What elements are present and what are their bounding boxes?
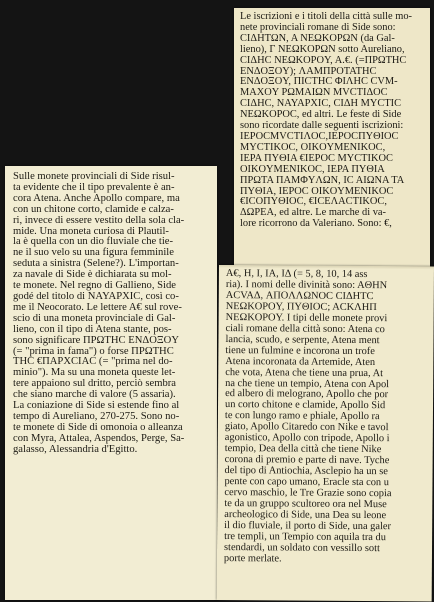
text-line: minio"). Ma su una moneta queste let- <box>13 367 176 379</box>
text-line: stendardi, un soldato con vessillo sott <box>223 541 380 554</box>
text-line: tempo di Aureliano, 270-275. Sono no- <box>13 410 180 422</box>
text-line: La coniazione di Side si estende fino al <box>13 400 180 412</box>
text-line: tiene un fulmine e incorona un trofe <box>225 344 375 357</box>
text-line: ed albero di melograno, Apollo che por <box>225 388 389 401</box>
text-line: pente con capo umano, Eracle sta con u <box>224 476 389 489</box>
text-line: sono ricordate dalle seguenti iscrizioni: <box>240 120 404 132</box>
text-line: il dio fluviale, il porto di Side, una galer <box>224 519 392 533</box>
text-line: NEΩKOPOY, ΠYΘIOC; ACKΛHΠ <box>225 300 377 313</box>
clipping-left <box>5 166 217 600</box>
text-line: MYCTIKOC, OIKOYMENIKOC, <box>240 141 386 153</box>
text-line: lore ricorrono da Valeriano. Sono: €, <box>240 218 392 230</box>
text-line: ΔΩPEA, ed altre. Le marche di va- <box>240 207 386 219</box>
text-line: me il Neocorato. Le lettere A€ sul rove- <box>13 301 182 313</box>
text-line: na che tiene un tempio, Atena con Apol <box>225 377 390 390</box>
text-line: lancia, scudo, e serpente, Atena ment <box>225 333 380 346</box>
text-line: €ICOΠYΘIOC, €ICEΛACTIKOC, <box>240 196 387 208</box>
text-line: lieno, con il tipo di Atena stante, pos- <box>13 323 172 335</box>
text-line: tere appaiono sul dritto, perciò sembra <box>13 378 176 390</box>
text-line: ENΔOΞOY); ΛAMΠPOTATHC <box>240 65 377 77</box>
text-line: del tipo di Antiochia, Asclepio ha un se <box>224 465 388 478</box>
text-line: giato, Apollo Citaredo con Nike e tavol <box>224 421 389 434</box>
text-line: ne il suo velo su una figura femminile <box>13 247 174 259</box>
text-line: IEPA ΠYΘIA €IEPOC MYCTIKOC <box>240 152 393 164</box>
text-line: ΠPΩTA ΠAMΦYΛΩN, IC AIΩNA TA <box>240 174 405 186</box>
text-line: CIΔHTΩN, A NEΩKOPΩN (da Gal- <box>240 32 395 44</box>
text-line: ΠYΘIA, IEPOC OIKOYMENIKOC <box>240 185 394 197</box>
text-line: ENΔOΞOY, ΠICTHC ΦIΛHC CVM- <box>240 76 398 88</box>
text-line: A€, H, I, IA, IΔ (= 5, 8, 10, 14 ass <box>225 268 368 281</box>
text-line: te da un gruppo scultoreo ora nel Muse <box>224 498 387 511</box>
text-line: NEΩKOPOC, ed altri. Le feste di Side <box>240 109 402 121</box>
text-line: ri, invece di essere vestito della sola cla- <box>13 214 185 226</box>
text-line: scio di una moneta provinciale di Gal- <box>13 312 176 324</box>
text-line: CIΔHC NEΩKOPOY, A.€. (=ΠPΩTHC <box>240 54 407 66</box>
text-line: con un chitone corto, clamide e calza- <box>13 203 174 215</box>
text-line: lieno), Γ NEΩKOPΩN sotto Aureliano, <box>240 43 405 55</box>
text-line: te monete. Nel regno di Gallieno, Side <box>13 280 176 292</box>
text-line: MAXOY PΩMAIΩN MVCTIΔOC <box>240 87 388 99</box>
text-line: porte merlate. <box>223 552 282 565</box>
text-line: Atena incoronata da Artemide, Aten <box>225 355 376 368</box>
text-line: NEΩKOPOY. I tipi delle monete provi <box>225 311 388 324</box>
text-line: la è quella con un dio fluviale che tie- <box>13 236 174 248</box>
text-line: un corto chitone e clamide, Apollo Sid <box>224 399 386 412</box>
text-line: godé del titolo di NAYAPXIC, così co- <box>13 290 179 302</box>
text-line: nete provinciali romane di Side sono: <box>240 21 396 33</box>
text-line: con Myra, Attalea, Aspendos, Perge, Sa- <box>13 432 185 444</box>
text-line: (= "prima in fama") o forse ΠPΩTHC <box>13 345 174 357</box>
clipping-top <box>234 8 430 278</box>
text-line: THC €ΠAPXCIAC (= "prima nel do- <box>13 356 173 368</box>
text-line: ta evidente che il tipo prevalente è an- <box>13 181 175 193</box>
text-line: IEPOCMVCTIΛOC,IEPOCΠYΘIOC <box>240 130 399 142</box>
text-line: OIKOYMENIKOC, IEPA ΠYΘIA <box>240 163 385 175</box>
text-line: cora Atena. Anche Apollo compare, ma <box>13 192 180 204</box>
text-line: galasso, Alessandria d'Egitto. <box>13 443 138 455</box>
text-line: te monete di Side di omonoia o alleanza <box>13 421 183 433</box>
text-line: cervo maschio, le Tre Grazie sono copia <box>224 487 392 500</box>
text-line: tre templi, un Tempio con aquila tra du <box>224 530 386 544</box>
text-line: archeologico di Side, una Dea su leone <box>224 509 387 522</box>
text-line: ciali romane della città sono: Atena co <box>225 322 385 335</box>
text-line: ria). I nomi delle divinità sono: AΘHN <box>225 279 388 292</box>
clipping-right <box>217 265 434 601</box>
text-line: agonistico, Apollo con tripode, Apollo i <box>224 432 390 445</box>
text-line: seduta a sinistra (Selene?). L'importan- <box>13 258 179 270</box>
text-line: tempio, Dea della città che tiene Nike <box>224 443 382 456</box>
text-line: CIΔHC, NAYAPXIC, CIΔH MYCTIC <box>240 98 402 110</box>
text-line: Sulle monete provinciali di Side risul- <box>13 171 175 182</box>
text-line: che vota, Atena che tiene una prua, At <box>225 366 384 379</box>
text-line: sono significare ΠPΩTHC ENΔOΞOY <box>13 334 179 346</box>
text-line: mide. Una moneta curiosa di Plautil- <box>13 225 169 237</box>
text-line: te con lungo ramo e phiale, Apollo ra <box>224 410 380 423</box>
text-line: za navale di Side è dichiarata su mol- <box>13 269 172 281</box>
text-line: Le iscrizioni e i titoli della città sulle mo- <box>240 11 412 22</box>
text-line: ACVAΔ, AΠOΛΛΩNOC CIΔHTC <box>225 289 374 302</box>
text-line: corona di premio e parte di nave. Tyche <box>224 454 390 467</box>
text-line: che siano marche di valore (5 assaria). <box>13 389 176 401</box>
